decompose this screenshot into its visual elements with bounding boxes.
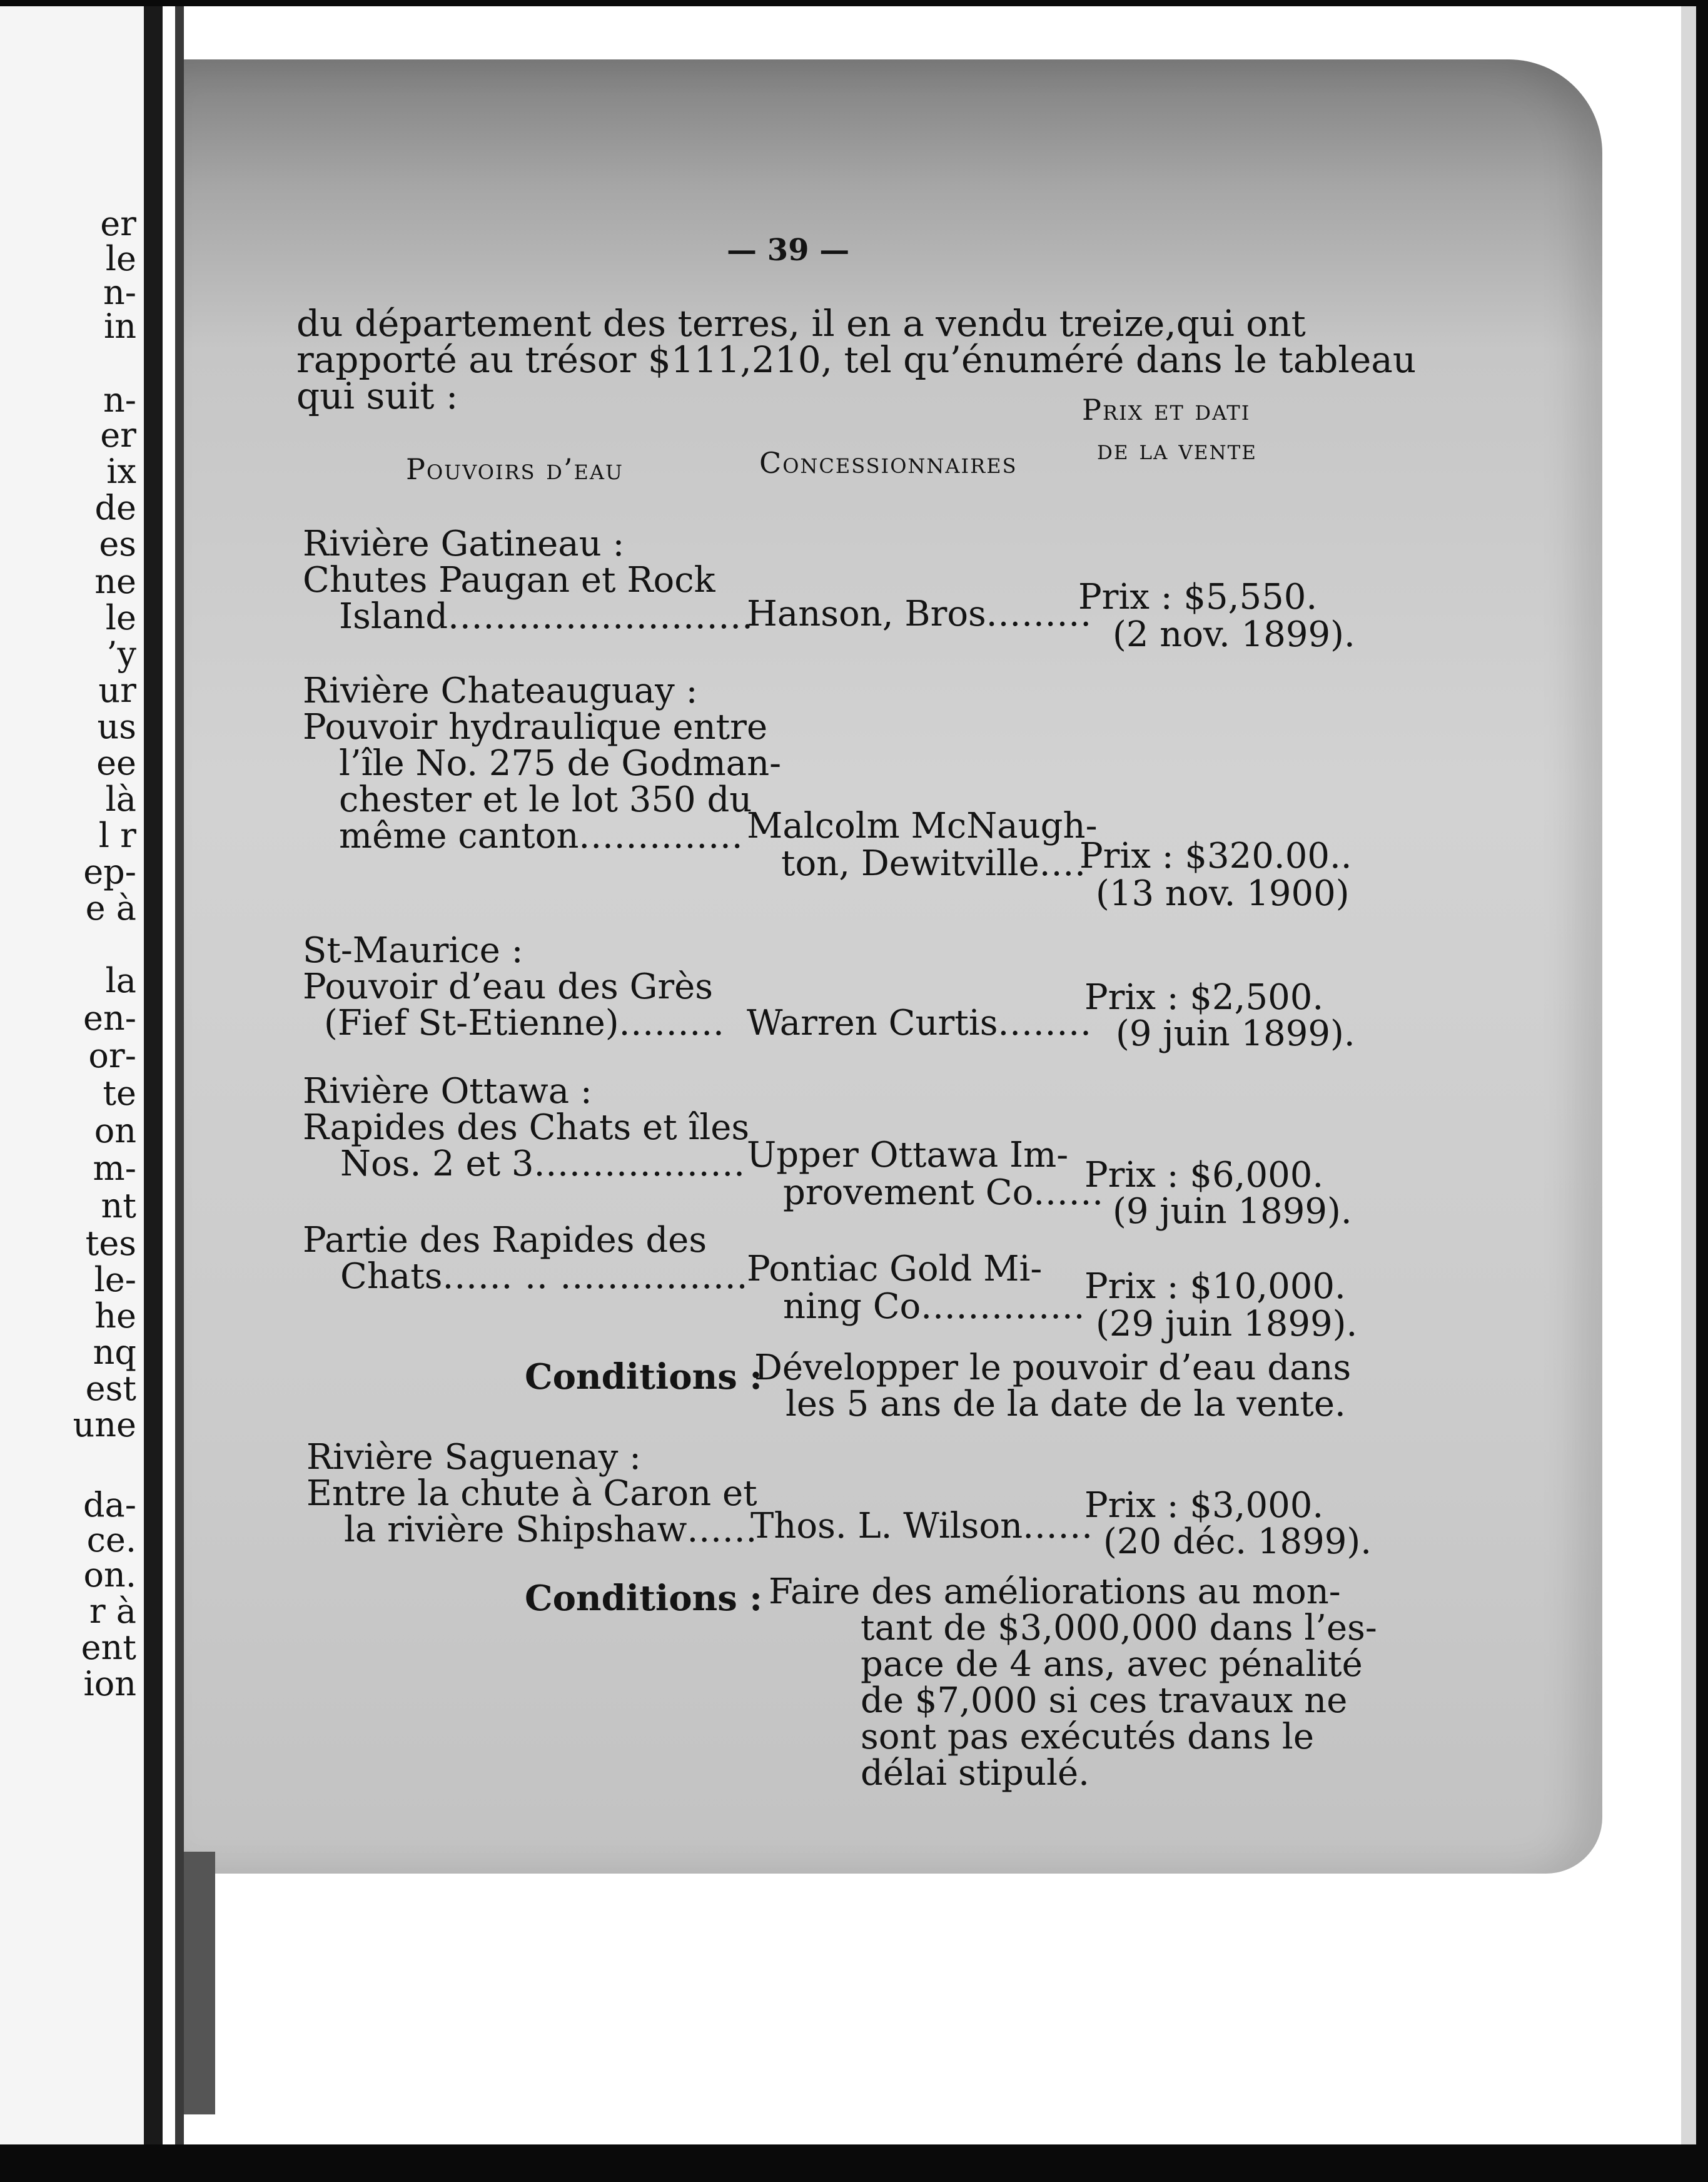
facing-page-fragment: nq: [93, 1332, 136, 1372]
facing-page-fragment: une: [73, 1405, 136, 1444]
conditions-label: Conditions :: [525, 1578, 762, 1619]
sale-date: (9 juin 1899).: [1116, 1013, 1355, 1054]
sale-price: Prix : $3,000.: [1084, 1485, 1324, 1526]
facing-page-fragment: ur: [98, 671, 136, 710]
water-power-location: Entre la chute à Caron et: [306, 1473, 757, 1514]
facing-page-fragment: ent: [81, 1628, 136, 1667]
facing-page-fragment: e à: [85, 888, 136, 928]
sale-price: Prix : $5,550.: [1078, 577, 1318, 617]
water-power-location: l’île No. 275 de Godman-: [339, 743, 782, 784]
facing-page-fragment: us: [97, 707, 136, 746]
facing-page-fragment: ne: [94, 562, 136, 601]
grantee-name: Thos. L. Wilson......: [750, 1506, 1093, 1546]
water-power-location: Partie des Rapides des: [303, 1220, 707, 1261]
conditions-text: délai stipulé.: [861, 1753, 1089, 1794]
column-header-grantees: Concessionnaires: [759, 446, 1018, 480]
sale-date: (2 nov. 1899).: [1113, 614, 1355, 655]
conditions-text: sont pas exécutés dans le: [861, 1717, 1314, 1757]
facing-page-fragment: n-: [103, 380, 136, 420]
facing-page-fragment: la: [105, 961, 136, 1000]
sale-price: Prix : $6,000.: [1084, 1155, 1324, 1195]
facing-page-fragment: m-: [93, 1149, 136, 1188]
river-name: Rivière Gatineau :: [303, 524, 625, 564]
river-name: Rivière Ottawa :: [303, 1071, 592, 1112]
document-page: [184, 59, 1602, 1874]
facing-page-fragment: le-: [94, 1260, 136, 1299]
binding-shadow: [184, 1852, 215, 2114]
grantee-name: provement Co......: [783, 1172, 1104, 1213]
facing-page-fragment: on: [94, 1111, 136, 1150]
scan-frame-bottom: [0, 2144, 1708, 2182]
sale-price: Prix : $10,000.: [1084, 1266, 1346, 1307]
facing-page-fragment: ’y: [106, 634, 136, 674]
sale-price: Prix : $2,500.: [1084, 977, 1324, 1018]
intro-line: rapporté au trésor $111,210, tel qu’énuméré dans le tableau: [296, 338, 1417, 381]
river-name: St-Maurice :: [303, 930, 523, 971]
intro-line: qui suit :: [296, 375, 458, 417]
water-power-location: Nos. 2 et 3..................: [340, 1144, 745, 1184]
facing-page-fragment: ep-: [83, 852, 136, 891]
facing-page-fragment: te: [103, 1073, 136, 1113]
facing-page-fragment: r à: [89, 1591, 136, 1631]
sale-date: (13 nov. 1900): [1096, 873, 1350, 914]
facing-page-sliver: [0, 6, 144, 2144]
conditions-text: pace de 4 ans, avec pénalité: [861, 1644, 1363, 1685]
conditions-text: de $7,000 si ces travaux ne: [861, 1680, 1348, 1721]
facing-page-fragment: de: [94, 488, 136, 527]
water-power-location: Island..........................: [339, 596, 754, 637]
grantee-name: Malcolm McNaugh-: [747, 806, 1098, 846]
scan-edge-band: [1681, 6, 1696, 2144]
facing-page-fragment: ix: [106, 452, 136, 491]
facing-page-fragment: es: [99, 524, 136, 564]
binding-gutter: [144, 6, 163, 2144]
grantee-name: ning Co..............: [783, 1286, 1086, 1327]
sale-date: (9 juin 1899).: [1113, 1191, 1352, 1232]
conditions-text: tant de $3,000,000 dans l’es-: [861, 1608, 1377, 1648]
facing-page-fragment: or-: [88, 1036, 136, 1075]
scan-frame-top: [0, 0, 1708, 6]
facing-page-fragment: tes: [85, 1224, 136, 1263]
conditions-text: Faire des améliorations au mon-: [769, 1571, 1341, 1612]
column-header-water-powers: Pouvoirs d’eau: [406, 452, 624, 486]
column-header-price-date: de la vente: [1097, 434, 1257, 466]
water-power-location: Rapides des Chats et îles: [303, 1107, 750, 1148]
facing-page-fragment: ion: [83, 1664, 136, 1703]
facing-page-fragment: on.: [83, 1555, 136, 1595]
grantee-name: Upper Ottawa Im-: [747, 1135, 1069, 1175]
river-name: Rivière Chateauguay :: [303, 671, 698, 711]
water-power-location: (Fief St-Etienne).........: [324, 1003, 725, 1043]
grantee-name: Pontiac Gold Mi-: [747, 1249, 1043, 1289]
facing-page-fragment: ce.: [86, 1520, 136, 1560]
conditions-text: Développer le pouvoir d’eau dans: [754, 1347, 1352, 1388]
conditions-label: Conditions :: [525, 1356, 762, 1398]
column-header-price-date: Prix et dati: [1082, 393, 1251, 427]
facing-page-fragment: he: [94, 1296, 136, 1336]
water-power-location: même canton..............: [339, 816, 744, 856]
water-power-location: Pouvoir hydraulique entre: [303, 707, 768, 748]
water-power-location: chester et le lot 350 du: [339, 779, 752, 820]
binding-gutter-edge: [175, 6, 184, 2144]
grantee-name: ton, Dewitville....: [781, 843, 1086, 884]
conditions-text: les 5 ans de la date de la vente.: [786, 1384, 1346, 1424]
scan-frame-right: [1696, 0, 1708, 2182]
river-name: Rivière Saguenay :: [306, 1437, 642, 1478]
water-power-location: Chats...... .. ................: [340, 1256, 749, 1297]
facing-page-fragment: l r: [98, 816, 136, 855]
water-power-location: Chutes Paugan et Rock: [303, 560, 715, 601]
facing-page-fragment: in: [103, 307, 136, 346]
intro-line: du département des terres, il en a vendu treize,qui ont: [296, 302, 1306, 345]
facing-page-fragment: nt: [101, 1186, 136, 1225]
facing-page-fragment: er: [100, 204, 136, 243]
water-power-location: Pouvoir d’eau des Grès: [303, 967, 713, 1007]
facing-page-fragment: da-: [83, 1485, 136, 1525]
sale-price: Prix : $320.00..: [1079, 836, 1352, 876]
facing-page-fragment: n-: [103, 273, 136, 312]
grantee-name: Warren Curtis........: [747, 1003, 1092, 1043]
sale-date: (29 juin 1899).: [1096, 1304, 1358, 1344]
sale-date: (20 déc. 1899).: [1103, 1521, 1372, 1562]
facing-page-fragment: er: [100, 415, 136, 455]
facing-page-fragment: le: [105, 598, 136, 637]
facing-page-fragment: ee: [96, 743, 136, 783]
facing-page-fragment: le: [105, 239, 136, 278]
facing-page-fragment: est: [85, 1369, 136, 1408]
page-number: — 39 —: [727, 233, 850, 268]
water-power-location: la rivière Shipshaw......: [344, 1510, 758, 1550]
facing-page-fragment: en-: [83, 998, 136, 1038]
grantee-name: Hanson, Bros.........: [747, 594, 1093, 634]
facing-page-fragment: là: [105, 779, 136, 819]
